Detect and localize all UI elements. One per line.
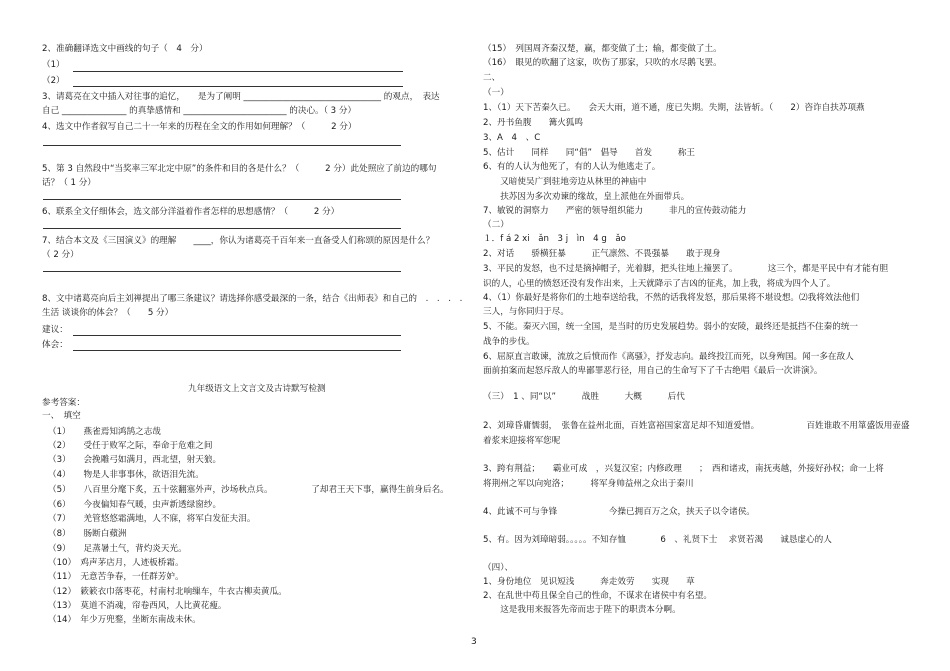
fill-in-item: （9） 足蒸暑土气，背灼炎天光。 xyxy=(48,544,187,554)
answer-line-text: 1、（1）天下苦秦久已。 会天大雨，道不通，度已失期。失期，法皆斩。（ 2）咨诈自扶苏项燕 xyxy=(483,103,865,113)
answer-line-text: 4、（1）你最好是将你们的土地奉送给我，不然的话我将发怒，那后果将不堪设想。⑵我将效法他们 xyxy=(483,293,860,303)
question-3: 3、请葛亮在文中插入对往事的追忆， 是为了阐明 ________________________________ 的观点， 表达 xyxy=(42,92,440,102)
answer-line-text: 5、不能。秦灭六国，统一全国，是当时的历史发展趋势。弱小的安陵，最终还是抵挡不住秦的统一 xyxy=(483,322,859,332)
answer-line xyxy=(43,228,401,229)
fill-in-item: （4） 物是人非事事休，欲语泪先流。 xyxy=(48,470,204,480)
answer-line xyxy=(43,145,401,146)
answer-line-text: 识的人，心里的愤怒还没有发作出来，上天就降示了吉凶的征兆，加上我，将成为四个人了。 xyxy=(483,279,836,289)
page-number: 3 xyxy=(471,637,477,647)
suggestion-label: 建议： xyxy=(42,325,68,335)
answer-line xyxy=(73,71,403,72)
reflection-label: 体会： xyxy=(42,340,68,350)
question-5-continued: 话？（ 1 分） xyxy=(42,178,96,188)
answer-line-text: １．f á 2 xi ǎn 3 j ìn 4 g ǎo xyxy=(483,234,626,244)
answer-line-text: 5、估计 同样 同“倡” 倡导 首发 称王 xyxy=(483,148,696,158)
fill-in-item: （5） 八百里分麾下炙，五十弦翻塞外声，沙场秋点兵。 了却君王天下事，赢得生前身后名。 xyxy=(48,485,449,495)
question-4: 4、选文中作者叙写自己二十一年来的历程在全文的作用如何理解？（ 2 分） xyxy=(42,122,357,132)
answer-line-text: 7、敏锐的洞察力 严密的领导组织能力 非凡的宣传鼓动能力 xyxy=(483,206,747,216)
answer-line-text: 1、身份地位 见识短浅 奔走效劳 实现 草 xyxy=(483,577,695,587)
fill-in-item: （15） 列国周齐秦汉楚，赢，都变做了土；输，都变做了土。 xyxy=(483,44,722,54)
fill-in-item: （12） 簌簌衣巾落枣花，村南村北响缫车，牛衣古柳卖黄瓜。 xyxy=(48,587,287,597)
fill-in-item: （8） 肠断白蘋洲 xyxy=(48,529,127,539)
answer-line-text: 3、平民的发怒，也不过是摘掉帽子，光着脚，把头往地上撞罢了。 这三个，都是平民中有才能有胆 xyxy=(483,264,889,274)
answer-line-text: 这是我用来报答先帝而忠于陛下的职责本分啊。 xyxy=(483,605,681,615)
question-8: 8、文中诸葛亮向后主刘禅提出了哪三条建议？请选择你感受最深的一条，结合《出师表》和自己的 . . . . xyxy=(42,294,463,304)
fill-in-item: （16） 眼见的吹翻了这家，吹伤了那家，只吹的水尽鹅飞罢。 xyxy=(483,58,722,68)
fill-in-item: （6） 今夜偏知春气暖，虫声新透绿窗纱。 xyxy=(48,500,222,510)
answer-line-text: 着浆来迎接将军您呢 xyxy=(483,436,561,446)
answer-line xyxy=(73,350,401,351)
answer-line-text: 3、跨有荆益； 霸业可成 ，兴复汉室；内修政理 ； 西和诸戎，南抚夷越，外接好孙权；命一上将 xyxy=(483,464,884,474)
fill-in-item: （1） 燕雀焉知鸿鹄之志哉 xyxy=(48,427,161,437)
fill-in-item: （13） 莫道不消魂，帘卷西风，人比黄花瘦。 xyxy=(48,601,227,611)
answer-line-text: 6、屈原直言敢谏，流放之后愤而作《离骚》，抒发志向。最终投江而死，以身殉国。闻一多在敌人 xyxy=(483,352,854,362)
answer-line-text: （三） 1 、同“以” 战胜 大概 后代 xyxy=(483,392,685,402)
fill-in-item: （3） 会挽雕弓如满月，西北望，射天狼。 xyxy=(48,455,222,465)
question-7: 7、结合本文及《三国演义》的理解 ____，你认为诸葛亮千百年来一直备受人们称颂的原因是什么？ xyxy=(42,236,435,246)
answer-line-text: 扶苏因为多次劝谏的缘故，皇上派他在外面带兵。 xyxy=(483,192,690,202)
answer-line xyxy=(43,199,401,200)
answer-line-text: 又暗使吴广到驻地旁边从林里的神庙中 xyxy=(483,177,647,187)
section-title: 九年级语文上文言文及古诗默写检测 xyxy=(188,384,326,394)
subsection-heading: （一） xyxy=(483,88,509,98)
answer-line-text: 2、对话 骄横狂暴 正气凛然、不畏强暴 敢于现身 xyxy=(483,249,721,259)
fill-in-item: （2） 受任于败军之际，奉命于危难之间 xyxy=(48,441,213,451)
question-8-continued: 生活 谈谈你的体会？（ 5 分） xyxy=(42,308,174,318)
answer-line-text: 5、有。因为刘璋暗弱。。。。。不知存恤 6 、礼贤下士 求贤若渴 诚恳虚心的人 xyxy=(483,535,832,545)
question-7-continued: （ 2 分） xyxy=(42,250,79,260)
section-one-heading: 一、 填空 xyxy=(42,411,81,421)
question-3-continued: 自己 _______________ 的真挚感情和 ________________________ 的决心。（ 3 分） xyxy=(42,106,357,116)
answer-line-text: 6、有的人认为他死了，有的人认为他逃走了。 xyxy=(483,162,661,172)
answer-line-text: 2、丹书鱼腹 篝火狐鸣 xyxy=(483,118,583,128)
section-two-heading: 二、 xyxy=(483,73,501,83)
answer-key-heading: 参考答案： xyxy=(42,398,85,408)
answer-line-text: 三人，与你同归于尽。 xyxy=(483,307,569,317)
answer-line-text: 将荆州之军以向宛洛； 将军身帅益州之众出于秦川 xyxy=(483,479,694,489)
question-2-blank-2-label: （2） xyxy=(42,76,65,86)
fill-in-item: （7） 羌管悠悠霜满地，人不寐，将军白发征夫泪。 xyxy=(48,514,256,524)
answer-line xyxy=(73,335,401,336)
answer-line-text: 2、在乱世中苟且保全自己的性命，不谋求在诸侯中有名望。 xyxy=(483,591,712,601)
subsection-heading: （四）、 xyxy=(483,563,514,573)
answer-line-text: 战争的步伐。 xyxy=(483,337,535,347)
question-5: 5、第 3 自然段中“当奖率三军北定中原”的条件和目的各是什么？（ 2 分）此处照应了前边的哪句 xyxy=(42,164,437,174)
answer-line xyxy=(73,86,403,87)
answer-line-text: 面前拍案而起怒斥敌人的卑鄙罪恶行径，用自己的生命写下了千古绝唱《最后一次讲演》。 xyxy=(483,366,823,376)
answer-line-text: 3、A 4 、C xyxy=(483,133,541,143)
subsection-heading: （二） xyxy=(483,220,509,230)
answer-line xyxy=(43,271,401,272)
answer-line-text: 4、此诚不可与争锋 今操已拥百万之众，挟天子以令诸侯。 xyxy=(483,507,755,517)
fill-in-item: （11） 无意苦争春，一任群芳妒。 xyxy=(48,572,184,582)
answer-line-text: 2、刘璋昏庸懦弱， 张鲁在益州北面，百姓富裕国家富足却不知道爱惜。 百姓谁敢不用箪盛饭用壶盛 xyxy=(483,421,910,431)
question-2: 2、准确翻译选文中画线的句子（ 4 分） xyxy=(42,44,208,54)
fill-in-item: （10） 鸡声茅店月，人迹板桥霜。 xyxy=(48,558,184,568)
question-2-blank-1-label: （1） xyxy=(42,60,65,70)
question-6: 6、联系全文仔细体会，选文部分洋溢着作者怎样的思想感情？（ 2 分） xyxy=(42,207,340,217)
fill-in-item: （14） 年少万兜鍪，坐断东南战未休。 xyxy=(48,615,201,625)
